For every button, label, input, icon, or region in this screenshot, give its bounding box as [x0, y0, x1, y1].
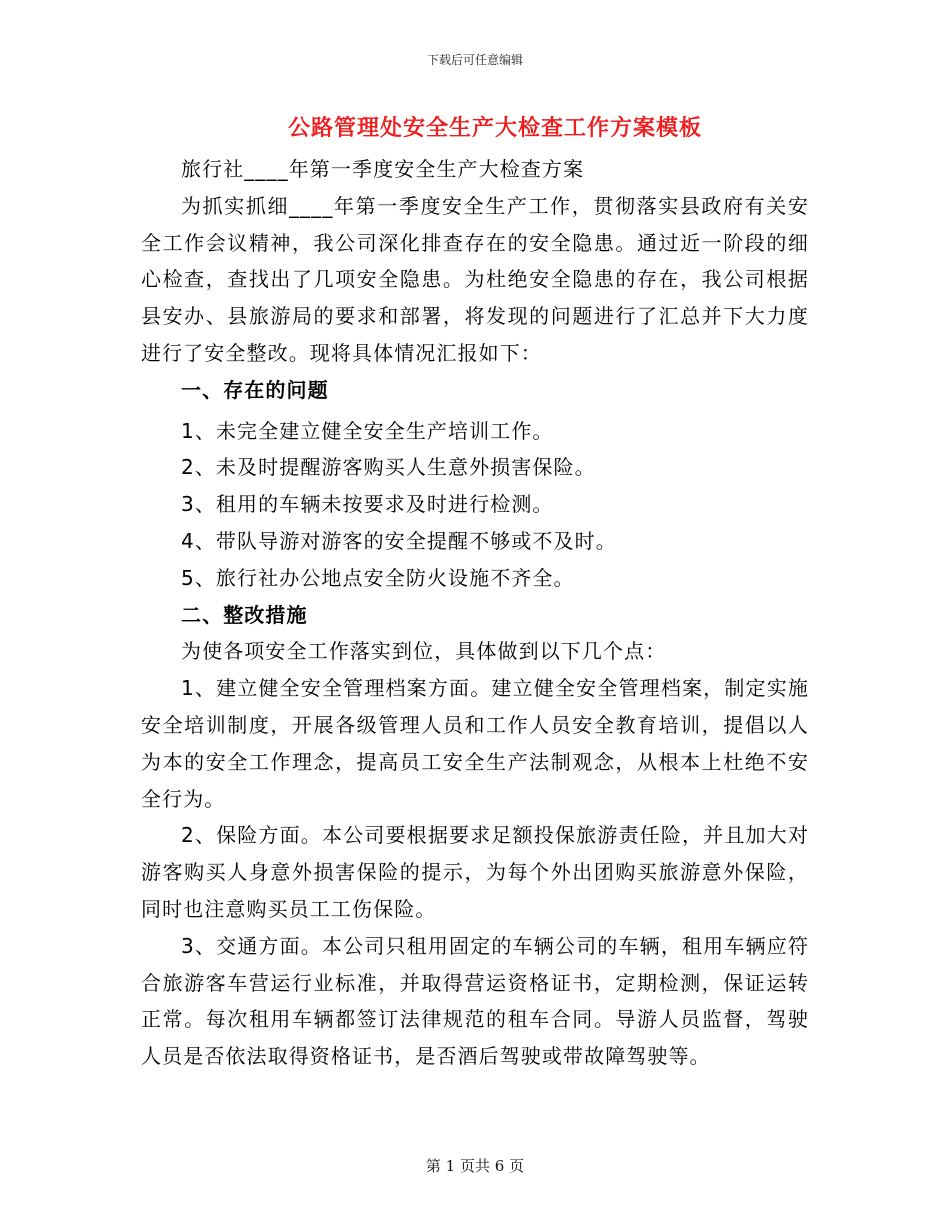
problem-item: 3、租用的车辆未按要求及时进行检测。 — [181, 492, 554, 517]
plan-subtitle: 旅行社____年第一季度安全生产大检查方案 — [181, 157, 585, 181]
section-heading-measures: 二、整改措施 — [181, 602, 308, 627]
problem-item: 4、带队导游对游客的安全提醒不够或不及时。 — [181, 528, 617, 553]
page-number: 第 1 页共 6 页 — [425, 1157, 525, 1175]
problem-item: 5、旅行社办公地点安全防火设施不齐全。 — [181, 565, 575, 590]
document-title: 公路管理处安全生产大检查工作方案模板 — [287, 116, 702, 141]
problem-item: 2、未及时提醒游客购买人生意外损害保险。 — [181, 455, 596, 480]
section-heading-problems: 一、存在的问题 — [181, 377, 329, 402]
page-header-note: 下载后可任意编辑 — [426, 53, 523, 67]
measure-item: 3、交通方面。本公司只租用固定的车辆公司的车辆，租用车辆应符合旅游客车营运行业标准，并取得营运资格证书，定期检测，保证运转正常。每次租用车辆都签订法律规范的租车合同。导游人员监督，驾驶人员是否依法取得资格证书，是否酒后驾驶或带故障驾驶等。 — [141, 933, 809, 1069]
measure-item: 1、建立健全安全管理档案方面。建立健全安全管理档案，制定实施安全培训制度，开展各级管理人员和工作人员安全教育培训，提倡以人为本的安全工作理念，提高员工安全生产法制观念，从根本上杜绝不安全行为。 — [141, 676, 809, 811]
intro-paragraph: 为抓实抓细____年第一季度安全生产工作，贯彻落实县政府有关安全工作会议精神，我公司深化排查存在的安全隐患。通过近一阶段的细心检查，查找出了几项安全隐患。为杜绝安全隐患的存在，我公司根据县安办、县旅游局的要求和部署，将发现的问题进行了汇总并下大力度进行了安全整改。现将具体情况汇报如下： — [141, 193, 809, 365]
measure-item: 2、保险方面。本公司要根据要求足额投保旅游责任险，并且加大对游客购买人身意外损害保险的提示，为每个外出团购买旅游意外保险，同时也注意购买员工工伤保险。 — [141, 823, 809, 921]
document-body — [141, 151, 809, 1075]
problem-item: 1、未完全建立健全安全生产培训工作。 — [181, 418, 554, 443]
measures-intro: 为使各项安全工作落实到位，具体做到以下几个点： — [181, 639, 667, 664]
